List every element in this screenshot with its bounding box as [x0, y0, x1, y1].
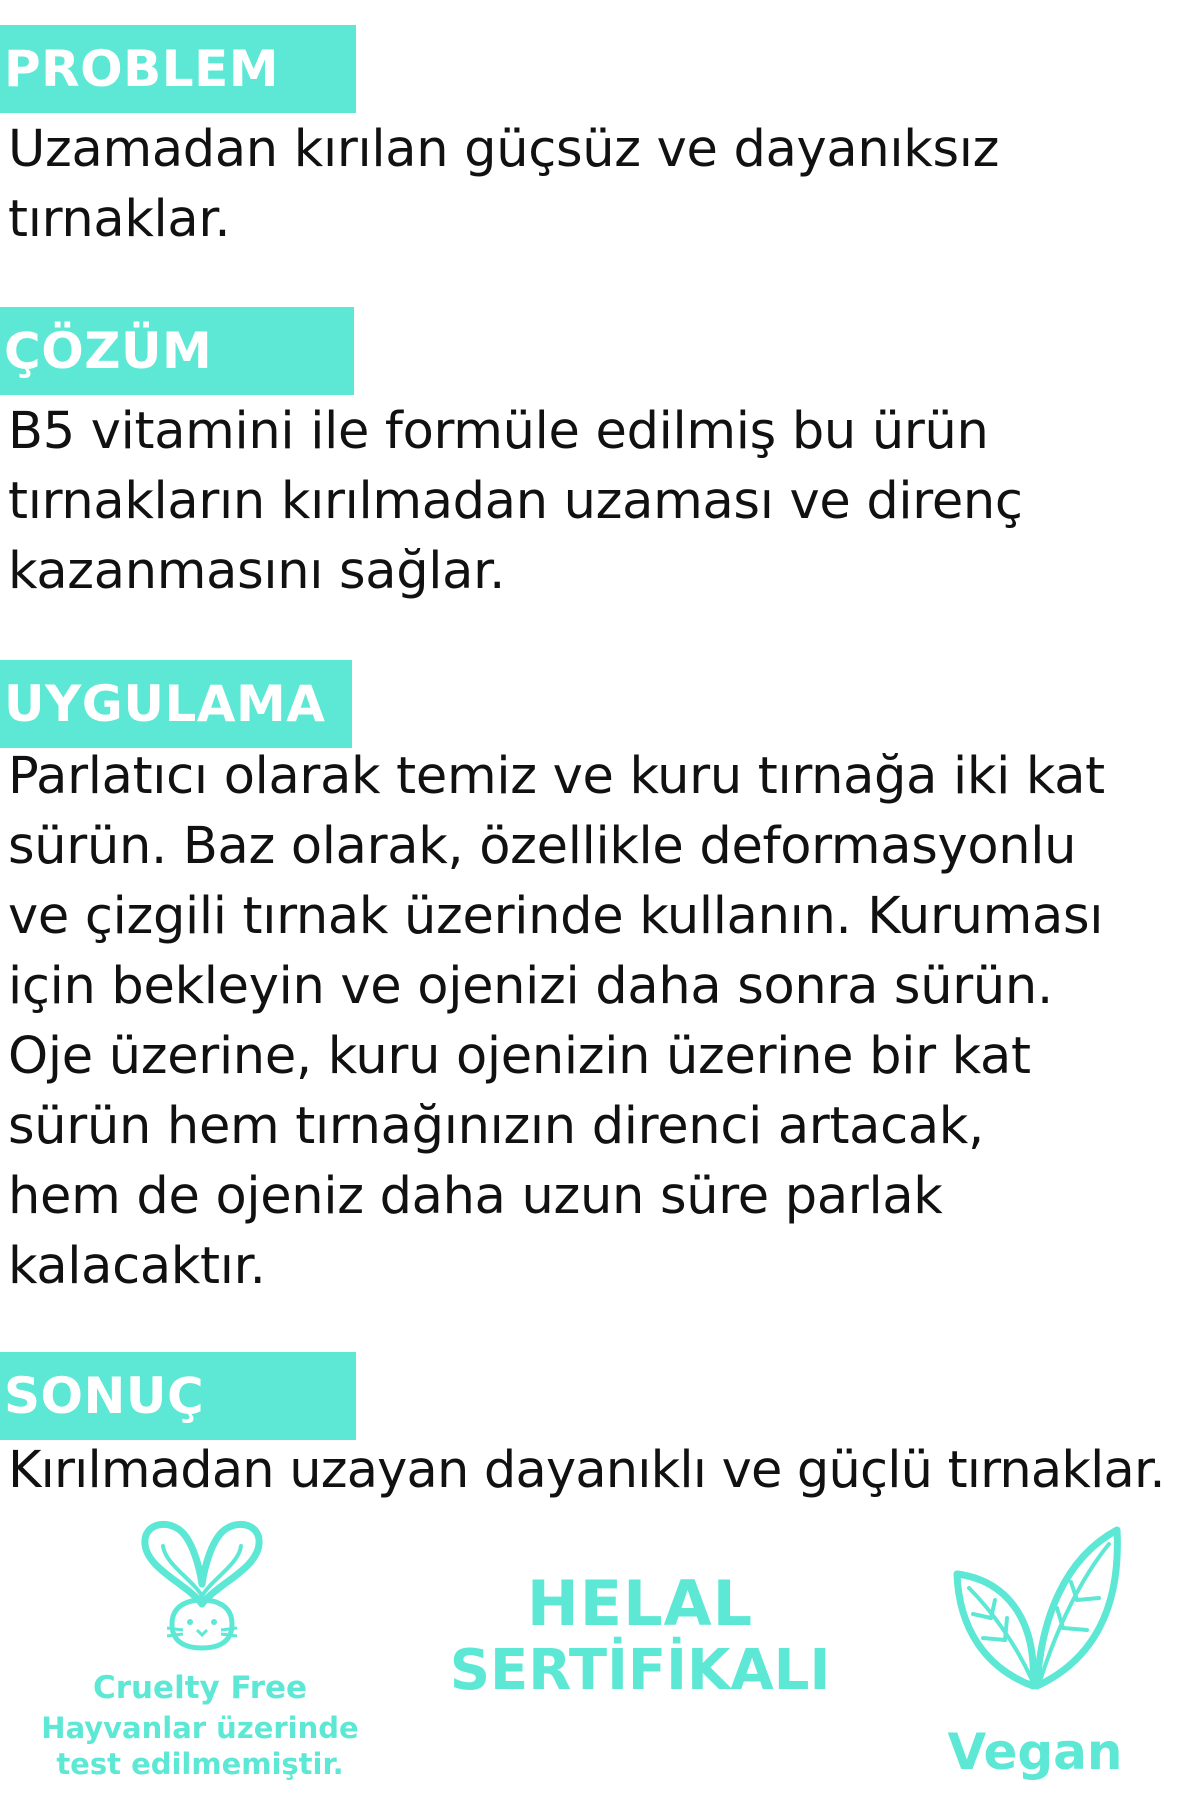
section-heading: PROBLEM	[0, 25, 356, 113]
bunny-heart-icon	[127, 1514, 277, 1674]
cruelty-free-badge	[0, 1500, 400, 1800]
section-heading: ÇÖZÜM	[0, 307, 354, 395]
body-line: kalacaktır.	[8, 1237, 266, 1296]
body-line: Kırılmadan uzayan dayanıklı ve güçlü tırnaklar.	[8, 1441, 1165, 1500]
vegan-label: Vegan	[947, 1723, 1123, 1781]
body-line: kazanmasını sağlar.	[8, 542, 506, 601]
body-line: sürün hem tırnağınızın direnci artacak,	[8, 1097, 984, 1156]
section-uygulama	[0, 660, 1200, 1302]
section-body	[0, 1436, 1200, 1506]
leaves-icon	[945, 1518, 1125, 1698]
body-line: tırnaklar.	[8, 190, 231, 249]
body-line: Parlatıcı olarak temiz ve kuru tırnağa iki kat	[8, 747, 1105, 806]
body-line: tırnakların kırılmadan uzaması ve direnç	[8, 472, 1023, 531]
section-cozum	[0, 307, 1200, 607]
body-line: B5 vitamini ile formüle edilmiş bu ürün	[8, 402, 989, 461]
cruelty-free-title: Cruelty Free	[92, 1670, 308, 1706]
section-heading: SONUÇ	[0, 1352, 356, 1440]
certification-badges	[0, 1500, 1200, 1800]
section-body	[0, 742, 1200, 1302]
body-line: sürün. Baz olarak, özellikle deformasyonlu	[8, 817, 1077, 876]
body-line: için bekleyin ve ojenizi daha sonra sürün.	[8, 957, 1053, 1016]
vegan-badge	[910, 1500, 1160, 1800]
cruelty-free-line2: test edilmemiştir.	[56, 1747, 344, 1781]
helal-badge	[420, 1500, 860, 1800]
body-line: ve çizgili tırnak üzerinde kullanın. Kuruması	[8, 887, 1104, 946]
body-line: Uzamadan kırılan güçsüz ve dayanıksız	[8, 120, 1000, 179]
body-line: hem de ojeniz daha uzun süre parlak	[8, 1167, 943, 1226]
body-line: Oje üzerine, kuru ojenizin üzerine bir kat	[8, 1027, 1031, 1086]
helal-line1: HELAL	[526, 1567, 754, 1640]
section-problem	[0, 25, 1200, 255]
section-heading: UYGULAMA	[0, 660, 352, 748]
helal-line2: SERTİFİKALI	[449, 1638, 831, 1703]
section-sonuc	[0, 1352, 1200, 1506]
section-body	[0, 115, 1200, 255]
cruelty-free-line1: Hayvanlar üzerinde	[41, 1711, 359, 1745]
section-body	[0, 397, 1200, 607]
